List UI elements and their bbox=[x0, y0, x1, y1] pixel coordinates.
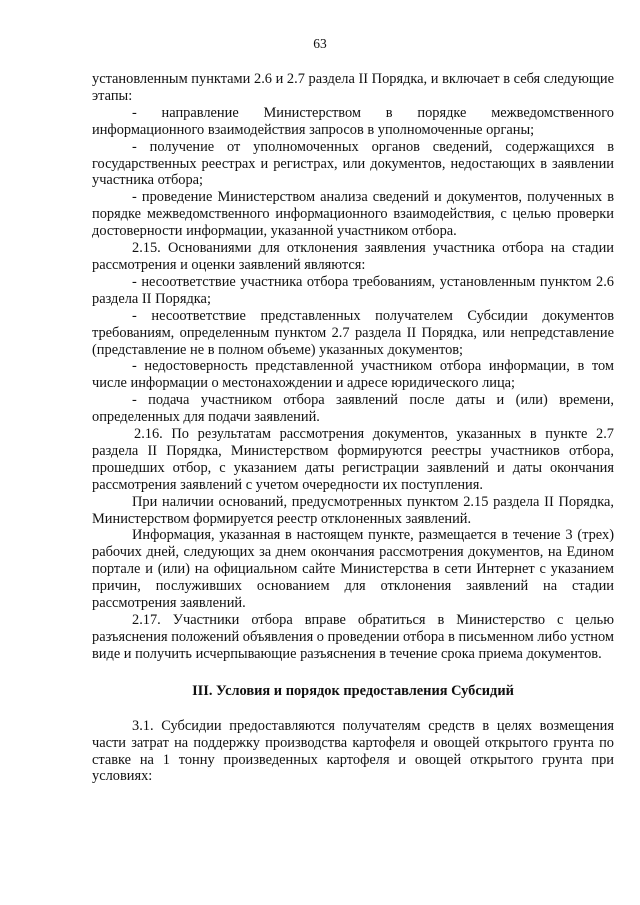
paragraph-information-publication: Информация, указанная в настоящем пункте, размещается в течение 3 (трех) рабочих дней, следующих за днем окончания рассмотрения документов, на Едином портале и (или) на официальном сайте Министерства в сети Интернет с указанием причин, послуживших основанием для отклонения заявлений на стадии рассмотрения заявлений. bbox=[92, 527, 614, 612]
paragraph-rejected-registry: При наличии оснований, предусмотренных пунктом 2.15 раздела II Порядка, Министерством формируется реестр отклоненных заявлений. bbox=[92, 493, 614, 527]
paragraph-3-1: 3.1. Субсидии предоставляются получателям средств в целях возмещения части затрат на поддержку производства картофеля и овощей открытого грунта по ставке на 1 тонну произведенных картофеля и овощей открытого грунта при условиях: bbox=[92, 717, 614, 785]
list-item-reason-1: - несоответствие участника отбора требованиям, установленным пунктом 2.6 раздела II Порядка; bbox=[92, 273, 614, 307]
list-item-stage-1: - направление Министерством в порядке межведомственного информационного взаимодействия запросов в уполномоченные органы; bbox=[92, 104, 614, 138]
list-item-stage-2: - получение от уполномоченных органов сведений, содержащихся в государственных реестрах и регистрах, или документов, недостающих в заявлении участника отбора; bbox=[92, 138, 614, 189]
list-item-reason-4: - подача участником отбора заявлений после даты и (или) времени, определенных для подачи заявлений. bbox=[92, 392, 614, 426]
list-item-stage-3: - проведение Министерством анализа сведений и документов, полученных в порядке межведомственного информационного взаимодействия, с целью проверки достоверности информации, указанной участником отбора. bbox=[92, 189, 614, 240]
document-body bbox=[92, 71, 614, 785]
list-item-reason-2: - несоответствие представленных получателем Субсидии документов требованиям, определенным пунктом 2.7 раздела II Порядка, или непредставление (представление не в полном объеме) указанных документов; bbox=[92, 307, 614, 358]
paragraph-2-17: 2.17. Участники отбора вправе обратиться в Министерство с целью разъяснения положений объявления о проведении отбора в письменном либо устном виде и получить исчерпывающие разъяснения в течение срока приема документов. bbox=[92, 612, 614, 662]
paragraph-continuation: установленным пунктами 2.6 и 2.7 раздела II Порядка, и включает в себя следующие этапы: bbox=[92, 71, 614, 104]
list-item-reason-3: - недостоверность представленной участником отбора информации, в том числе информации о местонахождении и адресе юридического лица; bbox=[92, 358, 614, 392]
paragraph-2-15: 2.15. Основаниями для отклонения заявления участника отбора на стадии рассмотрения и оценки заявлений являются: bbox=[92, 240, 614, 273]
section-heading: III. Условия и порядок предоставления Субсидий bbox=[192, 682, 514, 699]
paragraph-2-16: 2.16. По результатам рассмотрения документов, указанных в пункте 2.7 раздела II Порядка, Министерством формируются реестры участников отбора, прошедших отбор, с указанием даты регистрации заявлений и даты окончания рассмотрения заявлений с учетом очередности их поступления. bbox=[92, 426, 614, 493]
page-number: 63 bbox=[313, 36, 327, 51]
